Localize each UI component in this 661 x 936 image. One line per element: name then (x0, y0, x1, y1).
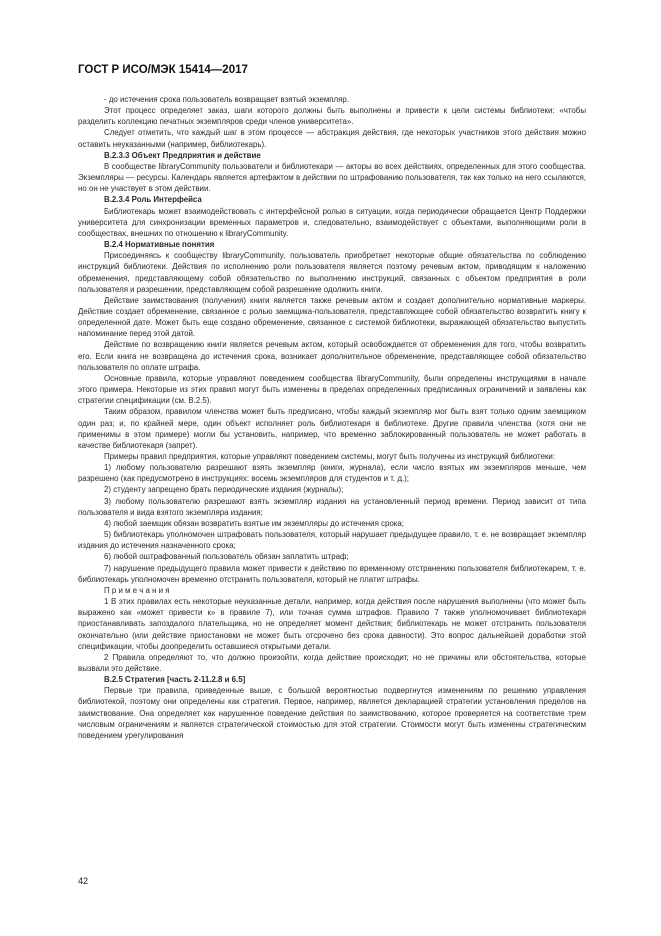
paragraph: 4) любой заемщик обязан возвратить взятые им экземпляры до истечения срока; (104, 518, 404, 528)
paragraph: Таким образом, правилом членства может быть предписано, чтобы каждый экземпляр мог быть взят только одним заемщиком один раз; и, по крайней мере, один объект исполняет роль библиотекаря в библиотеке. Другие правила членства (хотя они не применимы в этом примере) могли бы установить, например, что временно заблокированный пользователь не может работать в качестве библиотекаря (запрет). (78, 407, 586, 450)
paragraph: 1 В этих правилах есть некоторые неуказанные детали, например, когда действия после нарушения выполнены (что может быть выражено как «может привести к» в правиле 7), или точная сумма штрафов. Правило 7 также уполномочивает библиотекаря приостанавливать запоздалого плательщика, но не определяет момент действия; библиотекарь не может отстранить пользователя окончательно (или действие приостановки не может быть отсрочено без срока давности). Это вопрос дальнейшей доработки этой спецификации, чтобы доопределить оставшиеся открытыми детали. (78, 597, 586, 651)
section-heading: В.2.3.3 Объект Предприятия и действие (104, 150, 261, 160)
section-heading: В.2.3.4 Роль Интерфейса (104, 195, 202, 205)
section-heading: В.2.4 Нормативные понятия (104, 240, 215, 250)
paragraph: Следует отметить, что каждый шаг в этом процессе — абстракция действия, где некоторых участников этого действия можно оставить неуказанными (например, библиотекарь). (78, 128, 586, 149)
paragraph: Основные правила, которые управляют поведением сообщества libraryCommunity, были определены инструкциями в начале этого примера. Некоторые из этих правил могут быть изменены в пределах определенных предписанных ограничений и заявлены как стратегии спецификации (см. В.2.5). (78, 373, 586, 406)
paragraph: В сообществе libraryCommunity пользователи и библиотекари — акторы во всех действиях, определенных для этого сообщества. Экземпляры — ресурсы. Календарь является артефактом в действии по штрафованию пользователя, так как только на него ссылаются, но он не участвует в этом действии. (78, 161, 586, 194)
paragraph: 1) любому пользователю разрешают взять экземпляр (книги, журнала), если число взятых им экземпляров меньше, чем разрешено (как предусмотрено в инструкциях: восемь экземпляров для студентов и т. д.); (78, 463, 586, 484)
paragraph: 7) нарушение предыдущего правила может привести к действию по временному отстранению пользователя библиотекарем, т. е. библиотекарь уполномочен временно отстранить пользователя, который не платит штрафы. (78, 563, 586, 584)
paragraph: Действие заимствования (получения) книги является также речевым актом и создает дополнительно нормативные маркеры. Действие создает обременение, связанное с ролью заемщика-пользователя, представляющее собой обязательство возвратить книгу к определенной дате. Может быть еще создано обременение, связанное с системой библиотеки, выражающей обязательство выпустить напоминание перед этой датой. (78, 295, 586, 339)
paragraph: Примеры правил предприятия, которые управляют поведением системы, могут быть получены из инструкций библиотеки: (104, 452, 556, 461)
paragraph: П р и м е ч а н и я (104, 585, 170, 595)
page-number: 42 (78, 876, 89, 886)
section-heading: В.2.5 Стратегия [часть 2-11.2.8 и 6.5] (104, 675, 246, 685)
paragraph: Библиотекарь может взаимодействовать с интерфейсной ролью в ситуации, когда периодически обращается Центр Поддержки университета для синхронизации временных параметров и, следовательно, взаимодействует с объектами, выполняющими роли в сообществах, внешних по отношению к libraryCommunity. (78, 206, 586, 238)
document-body (78, 94, 586, 741)
paragraph: 3) любому пользователю разрешают взять экземпляр издания на установленный период времени. Период зависит от типа пользователя и вида взятого экземпляра издания; (78, 496, 586, 517)
paragraph: Действие по возвращению книги является речевым актом, который освобождается от обременения для того, чтобы возвратить его. Если книга не возвращена до истечения срока, возникает дополнительное обременение, представляющее собой обязательство пользователя по оплате штрафа. (78, 340, 586, 372)
paragraph: Первые три правила, приведенные выше, с большой вероятностью подвергнутся изменениям по решению управления библиотекой, поэтому они определены как стратегия. Первое, например, является декларацией стратегии установления пределов на заимствование. Она определяет как нарушенное поведение действия по заимствованию, которое проверяется на соответствие трем числовым ограничениям и является стратегической стоимостью для этой стратегии. Стоимости могут быть изменены стратегическим поведением урегулирования (78, 686, 586, 740)
paragraph: Этот процесс определяет заказ, шаги которого должны быть выполнены и привести к цели системы библиотеки: «чтобы разделить коллекцию печатных экземпляров среди членов университета». (78, 106, 586, 127)
paragraph: - до истечения срока пользователь возвращает взятый экземпляр. (104, 95, 349, 104)
paragraph: 6) любой оштрафованный пользователь обязан заплатить штраф; (104, 552, 349, 562)
paragraph: 5) библиотекарь уполномочен штрафовать пользователя, который нарушает предыдущее правило, т. е. не возвращает экземпляр издания до истечения назначенного срока; (78, 530, 586, 551)
paragraph: Присоединяясь к сообществу libraryCommunity, пользователь приобретает некоторые общие обязательства по соблюдению инструкций библиотеки. Действия по исполнению роли пользователя является поэтому речевым актом, приводящим к наложению обременения, представляющему собой обязательство по выполнению инструкций, связанных с объектом предприятия в роли пользователя и разрешении, представляющем собой разрешение одолжить книги. (78, 251, 586, 294)
page-header: ГОСТ Р ИСО/МЭК 15414—2017 (78, 64, 248, 76)
paragraph: 2) студенту запрещено брать периодические издания (журналы); (104, 485, 344, 495)
paragraph: 2 Правила определяют то, что должно произойти, когда действие происходит, но не причины или обстоятельства, которые вызвали это действие. (78, 652, 586, 673)
